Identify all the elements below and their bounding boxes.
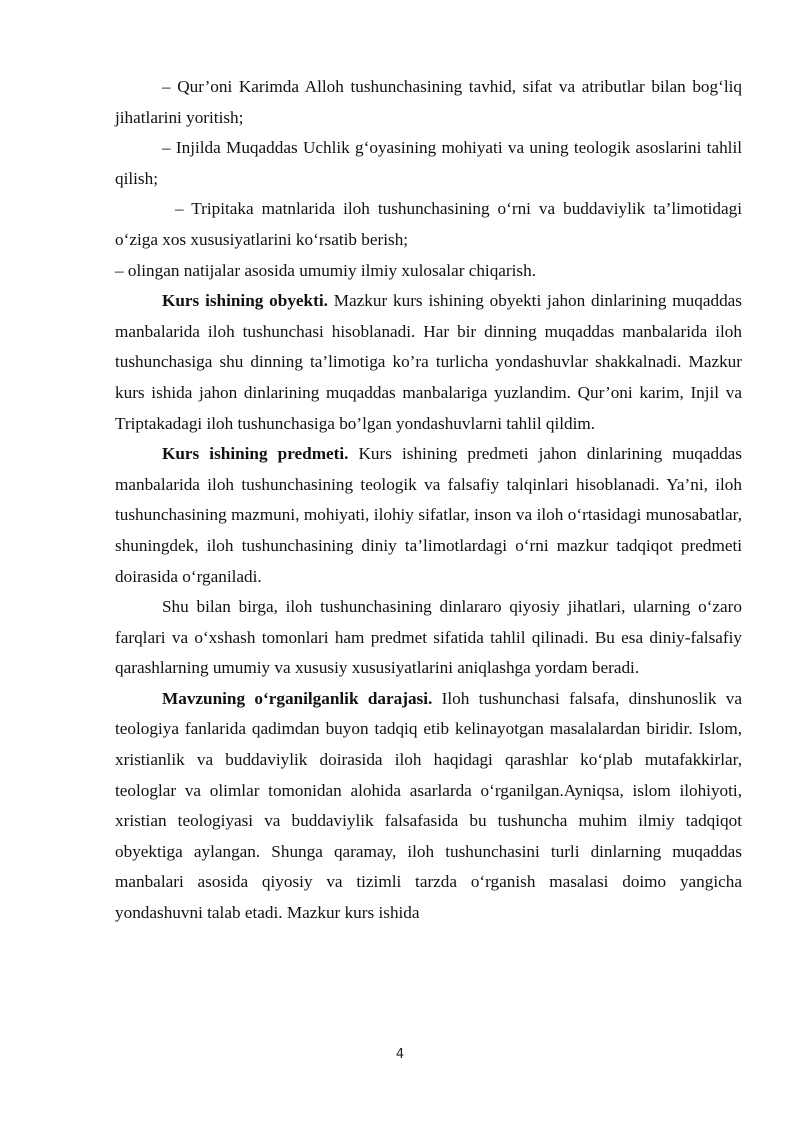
heading-study-level: Mavzuning o‘rganilganlik darajasi.: [162, 688, 433, 708]
page-number: 4: [395, 1047, 405, 1062]
paragraph-object: [115, 286, 742, 439]
page-body: [115, 72, 742, 929]
list-item-tripitaka: – Tripitaka matnlarida iloh tushunchasining o‘rni va buddaviylik ta’limotidagi o‘ziga xos xususiyatlarini ko‘rsatib berish;: [115, 199, 742, 249]
text-study-level: Iloh tushunchasi falsafa, dinshunoslik va teologiya fanlarida qadimdan buyon tadqiq etib kelinayotgan masalalardan biridir. Islom, xristianlik va buddaviylik doirasida iloh haqidagi qarashlar ko‘plab mutafakkirlar, teologlar va olimlar tomonidan alohida asarlarda o‘rganilgan.Ayniqsa, islom ilohiyoti, xristian teologiyasi va buddaviylik falsafasida bu tushuncha muhim ilmiy tadqiqot obyektiga aylangan. Shunga qaramay, iloh tushunchasini turli dinlarning muqaddas manbalari asosida qiyosiy va tizimli tarzda o‘rganish masalasi doimo yangicha yondashuvni talab etadi. Mazkur kurs ishida: [115, 688, 742, 923]
list-item-injil: – Injilda Muqaddas Uchlik g‘oyasining mohiyati va uning teologik asoslarini tahlil qilish;: [115, 138, 742, 188]
list-item-quran: – Qur’oni Karimda Alloh tushunchasining tavhid, sifat va atributlar bilan bog‘liq jihatlarini yoritish;: [115, 77, 742, 127]
heading-object: Kurs ishining obyekti.: [162, 291, 328, 311]
paragraph-subject-continued: Shu bilan birga, iloh tushunchasining dinlararo qiyosiy jihatlari, ularning o‘zaro farqlari va o‘xshash tomonlari ham predmet sifatida tahlil qilinadi. Bu esa diniy-falsafiy qarashlarning umumiy va xususiy xususiyatlarini aniqlashga yordam beradi.: [115, 597, 742, 678]
heading-subject: Kurs ishining predmeti.: [162, 444, 349, 464]
paragraph-study-level: [115, 684, 742, 929]
list-item-conclusions: – olingan natijalar asosida umumiy ilmiy xulosalar chiqarish.: [115, 260, 537, 280]
text-subject: Kurs ishining predmeti jahon dinlarining muqaddas manbalarida iloh tushunchasining teologik va falsafiy talqinlari hisoblanadi. Ya’ni, iloh tushunchasining mazmuni, mohiyati, ilohiy sifatlar, inson va iloh o‘rtasidagi munosabatlar, shuningdek, iloh tushunchasining diniy ta’limotlardagi o‘rni mazkur tadqiqot predmeti doirasida o‘rganiladi.: [115, 444, 742, 586]
paragraph-subject: [115, 439, 742, 592]
text-object: Mazkur kurs ishining obyekti jahon dinlarining muqaddas manbalarida iloh tushunchasi hisoblanadi. Har bir dinning muqaddas manbalarida iloh tushunchasiga shu dinning ta’limotiga ko’ra turlicha yondashuvlar shakkalnadi. Mazkur kurs ishida jahon dinlarining muqaddas manbalariga yuzlandim. Qur’oni karim, Injil va Triptakadagi iloh tushunchasiga bo’lgan yondashuvlarni tahlil qildim.: [115, 291, 742, 433]
